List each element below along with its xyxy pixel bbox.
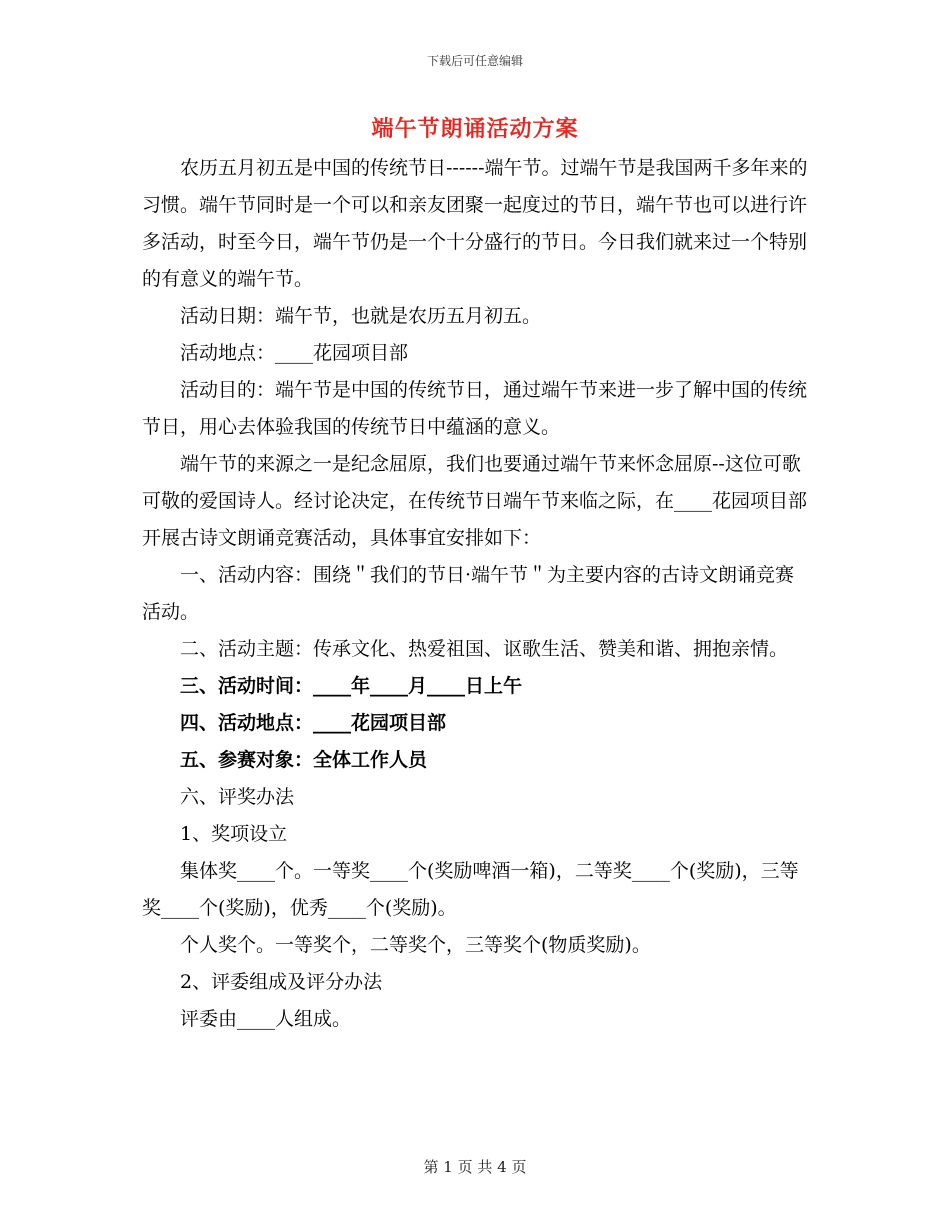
section-activity-theme: 二、活动主题：传承文化、热爱祖国、讴歌生活、赞美和谐、拥抱亲情。 bbox=[180, 638, 789, 660]
section-award-method: 六、评奖办法 bbox=[180, 786, 295, 808]
document-body bbox=[142, 150, 808, 1038]
paragraph-origin: 端午节的来源之一是纪念屈原，我们也要通过端午节来怀念屈原--这位可歌可敬的爱国诗人。经讨论决定，在传统节日端午节来临之际，在____花园项目部开展古诗文朗诵竞赛活动，具体事宜安排如下： bbox=[142, 453, 808, 549]
paragraph-individual-awards: 个人奖个。一等奖个，二等奖个，三等奖个(物质奖励)。 bbox=[180, 934, 651, 956]
paragraph-purpose: 活动目的：端午节是中国的传统节日，通过端午节来进一步了解中国的传统节日，用心去体验我国的传统节日中蕴涵的意义。 bbox=[142, 379, 808, 438]
section-activity-time: 三、活动时间：____年____月____日上午 bbox=[180, 675, 523, 697]
section-activity-content: 一、活动内容：围绕＂我们的节日·端午节＂为主要内容的古诗文朗诵竞赛活动。 bbox=[142, 564, 795, 623]
page-header: 下载后可任意编辑 bbox=[426, 54, 523, 68]
paragraph-intro: 农历五月初五是中国的传统节日------端午节。过端午节是我国两千多年来的习惯。端午节同时是一个可以和亲友团聚一起度过的节日，端午节也可以进行许多活动，时至今日，端午节仍是一个十分盛行的节日。今日我们就来过一个特别的有意义的端午节。 bbox=[142, 157, 808, 290]
document-title: 端午节朗诵活动方案 bbox=[371, 116, 579, 142]
section-activity-location: 四、活动地点：____花园项目部 bbox=[180, 712, 447, 734]
paragraph-group-awards: 集体奖____个。一等奖____个(奖励啤酒一箱)，二等奖____个(奖励)，三等奖____个(奖励)，优秀____个(奖励)。 bbox=[142, 860, 799, 919]
paragraph-location: 活动地点：____花园项目部 bbox=[180, 342, 409, 364]
section-participants: 五、参赛对象：全体工作人员 bbox=[180, 749, 428, 771]
subsection-awards: 1、奖项设立 bbox=[180, 823, 288, 845]
subsection-judges: 2、评委组成及评分办法 bbox=[180, 971, 383, 993]
paragraph-date: 活动日期：端午节，也就是农历五月初五。 bbox=[180, 305, 542, 327]
paragraph-judges: 评委由____人组成。 bbox=[180, 1008, 352, 1030]
page-footer: 第 1 页 共 4 页 bbox=[423, 1158, 527, 1176]
